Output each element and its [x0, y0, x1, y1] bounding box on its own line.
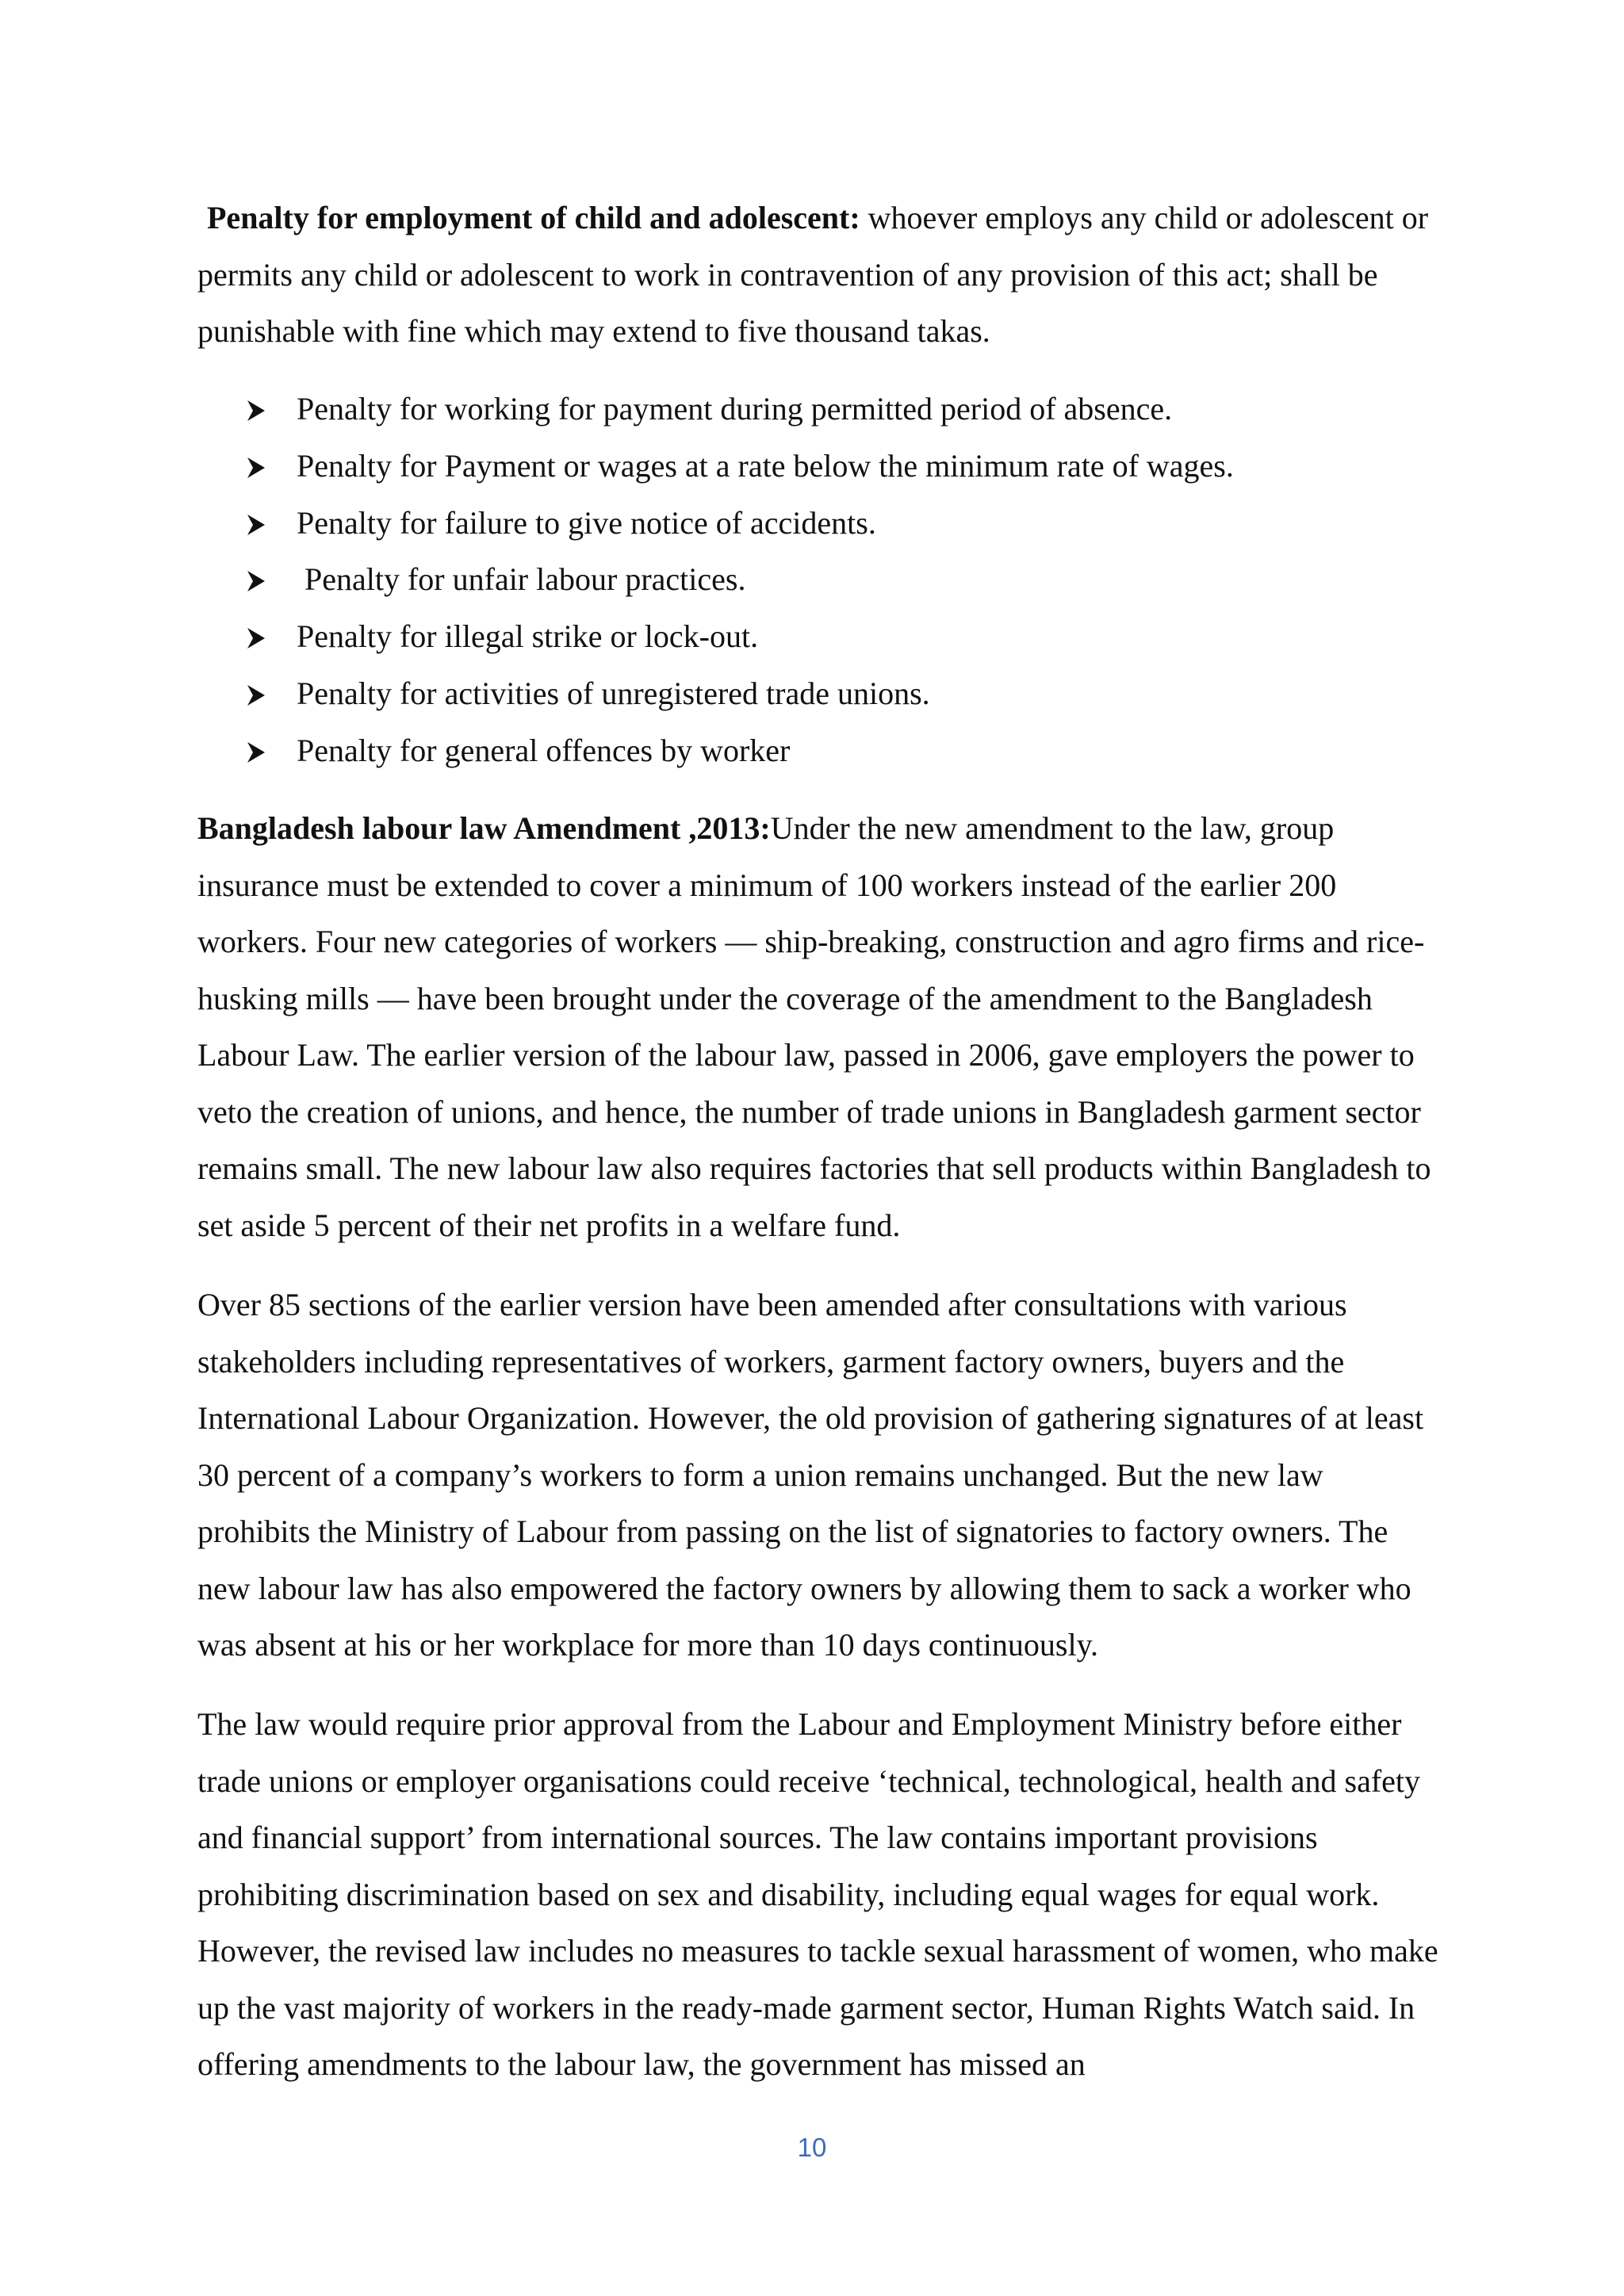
- paragraph-sections-amended: Over 85 sections of the earlier version have been amended after consultations with various stakeholders including representatives of workers, garment factory owners, buyers and the International Labour Organization. However, the old provision of gathering signatures of at least 30 percent of a company’s workers to form a union remains unchanged. But the new law prohibits the Ministry of Labour from passing on the list of signatories to factory owners. The new labour law has also empowered the factory owners by allowing them to sack a worker who was absent at his or her workplace for more than 10 days continuously.: [197, 1287, 1424, 1663]
- list-item-text: Penalty for general offences by worker: [297, 732, 791, 768]
- list-item: [246, 722, 1435, 779]
- list-item-text: Penalty for working for payment during permitted period of absence.: [297, 391, 1173, 427]
- list-item: [246, 551, 1435, 608]
- arrowhead-bullet-icon: [246, 438, 278, 495]
- paragraph-body: whoever employs any child or adolescent or permits any child or adolescent to work in contravention of any provision of this act; shall be punishable with fine which may extend to five thousand takas.: [197, 200, 1429, 349]
- list-item: [246, 495, 1435, 552]
- list-item-text: Penalty for illegal strike or lock-out.: [297, 618, 759, 655]
- paragraph-heading: Bangladesh labour law Amendment ,2013:: [197, 810, 771, 846]
- page-number: 10: [797, 2133, 827, 2162]
- list-item: [246, 438, 1435, 495]
- penalty-bullet-list: [246, 381, 1435, 779]
- list-item-text: Penalty for unfair labour practices.: [297, 561, 746, 598]
- arrowhead-bullet-icon: [246, 665, 278, 722]
- arrowhead-bullet-icon: [246, 608, 278, 665]
- paragraph-body: Under the new amendment to the law, group insurance must be extended to cover a minimum of 100 workers instead of the earlier 200 workers. Four new categories of workers — ship-breaking, construction and agro firms and rice-husking mills — have been brought under the coverage of the amendment to the Bangladesh Labour Law. The earlier version of the labour law, passed in 2006, gave employers the power to veto the creation of unions, and hence, the number of trade unions in Bangladesh garment sector remains small. The new labour law also requires factories that sell products within Bangladesh to set aside 5 percent of their net profits in a welfare fund.: [197, 810, 1431, 1243]
- arrowhead-bullet-icon: [246, 722, 278, 779]
- arrowhead-bullet-icon: [246, 551, 278, 608]
- paragraph-heading: Penalty for employment of child and adolescent:: [207, 200, 860, 235]
- list-item: [246, 381, 1435, 438]
- list-item-text: Penalty for Payment or wages at a rate below the minimum rate of wages.: [297, 447, 1234, 484]
- list-item-text: Penalty for failure to give notice of accidents.: [297, 504, 876, 541]
- list-item-text: Penalty for activities of unregistered trade unions.: [297, 675, 930, 711]
- paragraph-child-penalty: [197, 189, 1442, 360]
- paragraph-prior-approval: The law would require prior approval from the Labour and Employment Ministry before either trade unions or employer organisations could receive ‘technical, technological, health and safety and financial support’ from international sources. The law contains important provisions prohibiting discrimination based on sex and disability, including equal wages for equal work. However, the revised law includes no measures to tackle sexual harassment of women, who make up the vast majority of workers in the ready-made garment sector, Human Rights Watch said. In offering amendments to the labour law, the government has missed an: [197, 1706, 1438, 2082]
- list-item: [246, 608, 1435, 665]
- arrowhead-bullet-icon: [246, 495, 278, 552]
- list-item: [246, 665, 1435, 722]
- arrowhead-bullet-icon: [246, 381, 278, 438]
- paragraph-amendment-2013: [197, 800, 1442, 1253]
